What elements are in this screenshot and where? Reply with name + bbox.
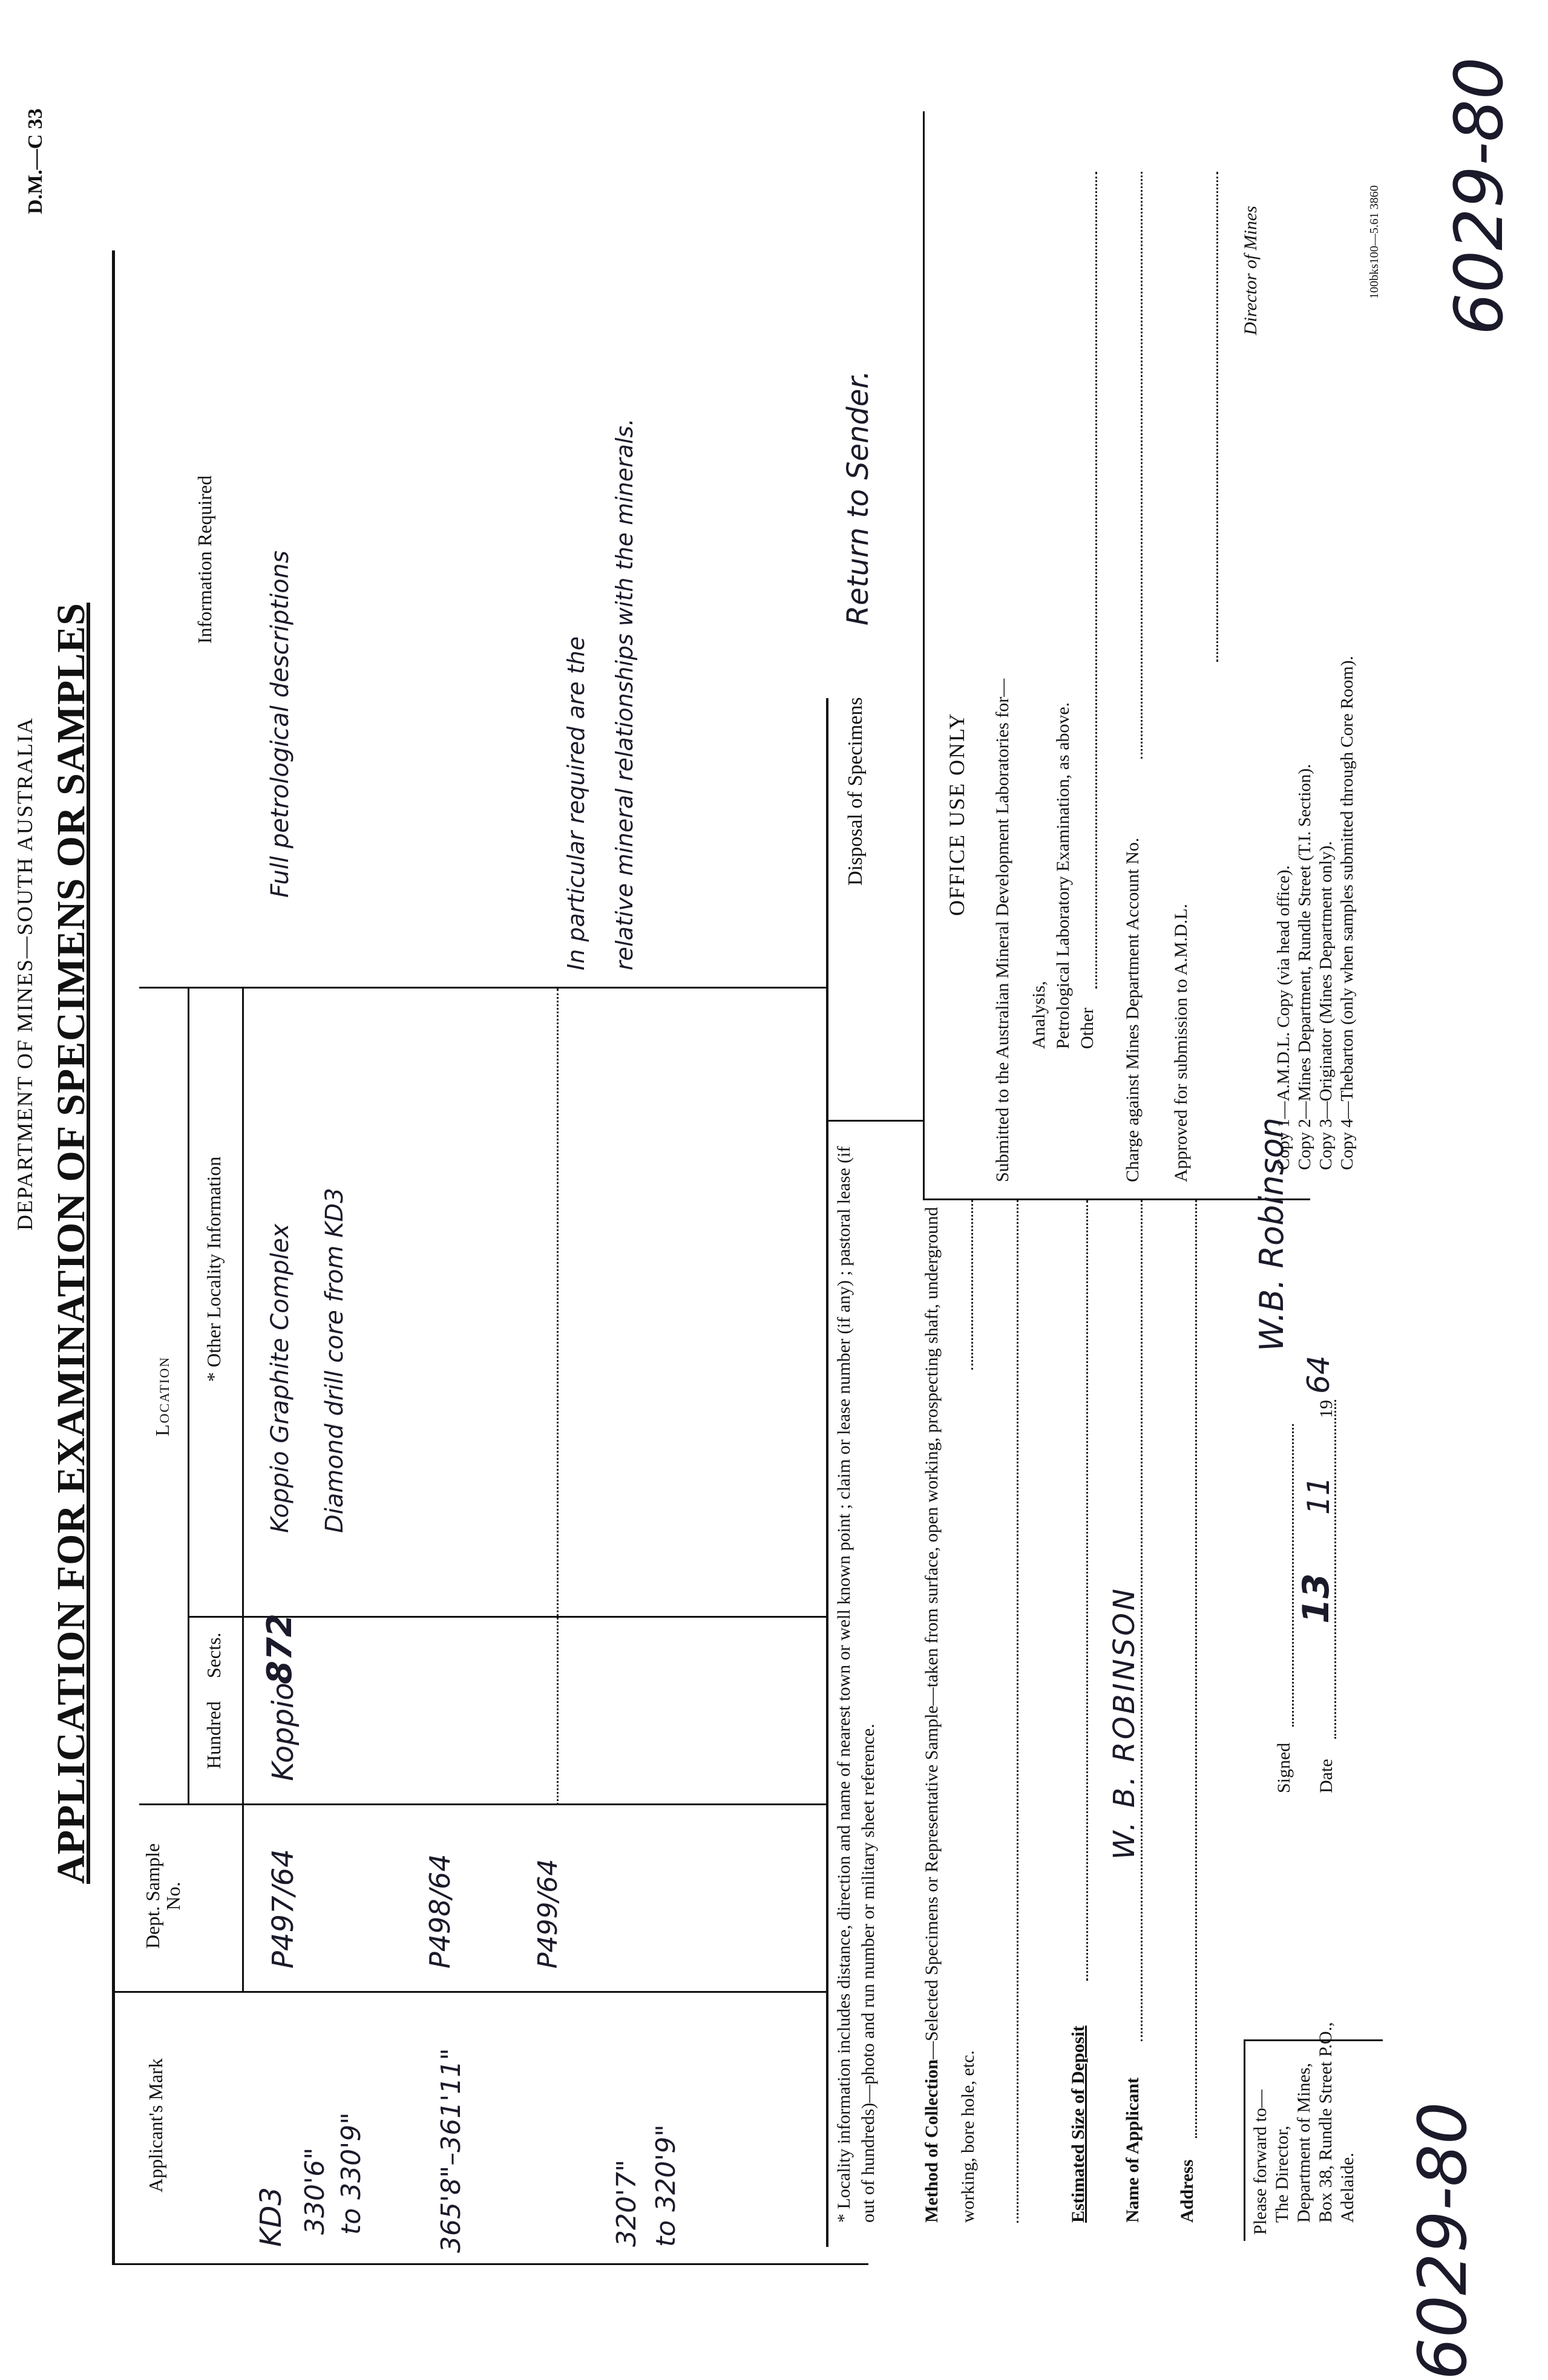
forward-line-5: Adelaide. xyxy=(1337,2153,1357,2223)
col-divider-1 xyxy=(112,1991,826,1993)
office-top-rule xyxy=(923,111,925,1200)
forward-top-rule xyxy=(1244,2041,1245,2241)
header-other-locality: * Other Locality Information xyxy=(203,1156,225,1382)
row3-sample-no: P499/64 xyxy=(533,1859,563,1969)
header-applicants-mark: Applicant's Mark xyxy=(145,2058,166,2192)
row1-mark-1: KD3 xyxy=(254,2187,288,2247)
row2-sample-no: P498/64 xyxy=(424,1854,456,1969)
row3-info-required-1: In particular required are the xyxy=(563,636,589,970)
office-petrological: Petrological Laboratory Examination, as above. xyxy=(1053,702,1073,1049)
footnote: * Locality information includes distance, direction and name of nearest town or well known point ; claim or lease number (if any) ; pastoral lease (if out of hundreds)—photo and run number or military sheet reference. xyxy=(834,1146,878,2223)
header-information-required: Information Required xyxy=(194,475,215,644)
file-number-bottom: 6029-80 xyxy=(1404,2102,1481,2380)
table-left-border xyxy=(112,2263,868,2265)
office-other: Other xyxy=(1077,1007,1097,1049)
method-block xyxy=(914,1194,986,2223)
disposal-value: Return to Sender. xyxy=(841,370,875,626)
copy-3: Copy 3—Originator (Mines Department only). xyxy=(1316,841,1336,1170)
applicant-name: W. B. ROBINSON xyxy=(1107,1586,1141,1860)
office-submitted: Submitted to the Australian Mineral Development Laboratories for— xyxy=(992,678,1012,1182)
method-text: —Selected Specimens or Representative Sample—taken from surface, open working, prospecting shaft, underground working, bore hole, etc. xyxy=(922,1206,978,2223)
forward-block xyxy=(1250,2022,1359,2235)
forward-line-2: The Director, xyxy=(1272,2125,1292,2223)
forward-line-1: Please forward to— xyxy=(1250,2090,1270,2235)
table-top-rule xyxy=(112,250,115,2265)
row1-sample-no: P497/64 xyxy=(266,1849,300,1969)
method-line-2 xyxy=(1017,1200,1018,2223)
header-bottom-rule xyxy=(242,989,244,1993)
method-label: Method of Collection xyxy=(922,2059,942,2223)
forward-line-4: Box 38, Rundle Street P.O., xyxy=(1316,2022,1336,2223)
office-director: Director of Mines xyxy=(1241,206,1261,335)
row1-sects: 872 xyxy=(260,1613,300,1684)
row1-other-locality-1: Koppio Graphite Complex xyxy=(266,1223,294,1533)
office-charge-line xyxy=(1141,172,1143,759)
row3-mark-1: 320'7" xyxy=(611,2159,642,2247)
header-dept-sample-no: Dept. Sample No. xyxy=(142,1843,184,1949)
form-title: APPLICATION FOR EXAMINATION OF SPECIMENS OR SAMPLES xyxy=(49,603,93,1884)
copy-2: Copy 2—Mines Department, Rundle Street (T.I. Section). xyxy=(1295,763,1314,1170)
signature: W.B. Robinson xyxy=(1253,1117,1291,1352)
office-title: OFFICE USE ONLY xyxy=(945,712,969,916)
date-label: Date xyxy=(1316,1759,1336,1793)
header-hundred: Hundred xyxy=(203,1701,225,1769)
signed-label: Signed xyxy=(1274,1742,1294,1793)
office-other-line xyxy=(1095,172,1097,989)
location-sub-rule xyxy=(188,989,189,1805)
address-label: Address xyxy=(1177,2159,1197,2223)
row1-other-locality-2: Diamond drill core from KD3 xyxy=(321,1188,349,1533)
row1-hundred: Koppio xyxy=(266,1682,300,1781)
forward-line-3: Department of Mines, xyxy=(1294,2062,1314,2223)
row3-mark-2: to 320'9" xyxy=(651,2124,681,2247)
date-day: 13 xyxy=(1295,1573,1337,1624)
row1-mark-2: 330'6" xyxy=(300,2147,330,2235)
office-approved-line xyxy=(1216,172,1218,662)
row-divider xyxy=(557,989,559,1805)
copy-1: Copy 1—A.M.D.L. Copy (via head office). xyxy=(1274,865,1293,1170)
office-analysis: Analysis, xyxy=(1029,981,1049,1049)
row1-mark-3: to 330'9" xyxy=(336,2112,367,2235)
disposal-label: Disposal of Specimens xyxy=(844,697,867,886)
date-line xyxy=(1334,1400,1336,1739)
row2-mark: 365'8"–361'11" xyxy=(436,2048,467,2253)
deposit-line xyxy=(1086,1200,1088,1981)
row3-info-required-2: relative mineral relationships with the minerals. xyxy=(611,418,638,970)
date-year: 64 xyxy=(1301,1355,1336,1394)
date-month: 11 xyxy=(1301,1476,1336,1515)
department-heading: DEPARTMENT OF MINES—SOUTH AUSTRALIA xyxy=(13,717,37,1231)
header-sects: Sects. xyxy=(203,1632,225,1678)
row1-info-required: Full petrological descriptions xyxy=(266,551,294,898)
form-code: D.M.—C 33 xyxy=(24,108,47,214)
method-line-1 xyxy=(971,1200,973,1370)
address-line xyxy=(1195,1200,1197,2138)
table-bottom-rule xyxy=(826,698,828,2247)
signed-line xyxy=(1292,1424,1294,1727)
office-charge: Charge against Mines Department Account No. xyxy=(1123,837,1143,1182)
date-year-prefix: 19 xyxy=(1316,1400,1336,1418)
print-code: 100bks100—5.61 3860 xyxy=(1368,185,1381,299)
applicant-label: Name of Applicant xyxy=(1123,2078,1143,2223)
file-number: 6029-80 xyxy=(1440,57,1518,335)
disposal-divider xyxy=(826,1120,923,1122)
office-approved: Approved for submission to A.M.D.L. xyxy=(1171,904,1191,1182)
header-location: Location xyxy=(151,1356,173,1436)
copy-4: Copy 4—Thebarton (only when samples submitted through Core Room). xyxy=(1337,656,1357,1170)
deposit-label: Estimated Size of Deposit xyxy=(1068,2025,1088,2223)
